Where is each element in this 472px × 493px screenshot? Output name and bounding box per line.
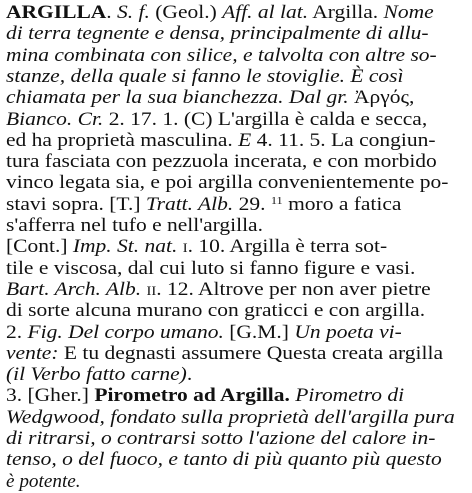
entry-line: [6, 364, 192, 386]
entry-text-run: di sorte alcuna murano con graticci e con argilla.: [6, 300, 426, 322]
entry-text-run: stanze, della quale si fanno le stoviglie. È così: [6, 65, 404, 87]
entry-text-run: 29.: [233, 193, 271, 215]
entry-text-run: Aff. al lat.: [222, 2, 309, 23]
entry-line: [6, 449, 442, 471]
entry-text-run: Bart. Arch. Alb.: [6, 278, 142, 300]
entry-line: [6, 194, 401, 216]
entry-text-run: Tratt. Alb.: [145, 193, 234, 215]
entry-text-run: . 10. Argilla è terra sot-: [187, 236, 388, 258]
entry-text-run: 3. [Gher.]: [6, 385, 95, 407]
entry-line: [6, 407, 455, 429]
entry-text-run: .: [106, 2, 112, 23]
entry-text-run: tura fasciata con pezzuola incerata, e con morbido: [6, 151, 437, 173]
entry-text-run: Bianco. Cr.: [6, 108, 104, 130]
entry-text-run: Imp. St. nat.: [72, 236, 178, 258]
entry-line: [6, 258, 415, 280]
entry-text-run: moro a fatica: [282, 193, 402, 215]
entry-line: [6, 130, 435, 152]
entry-text-run: 2.: [6, 321, 28, 343]
entry-line: [6, 23, 429, 45]
entry-text-run: [G.M.]: [223, 321, 295, 343]
entry-line: [6, 322, 402, 344]
entry-text-run: 2. 17. 1. (C) L'argilla è calda e secca,: [103, 108, 428, 130]
entry-text-run: chiamata per la sua bianchezza. Dal gr.: [6, 87, 349, 109]
entry-text-run: ii: [146, 278, 157, 300]
entry-line: [6, 172, 448, 194]
entry-text-run: Wedgwood, fondato sulla proprietà dell'argilla pura: [6, 406, 455, 428]
entry-text-run: (il Verbo fatto carne): [6, 364, 187, 386]
entry-line: [6, 385, 404, 407]
entry-line: [6, 471, 81, 493]
entry-text-run: . 12. Altrove per non aver pietre: [156, 278, 431, 300]
entry-text-run: vinco legata sia, e poi argilla convenientemente po-: [6, 172, 449, 194]
entry-text-run: s'afferra nel tufo e nell'argilla.: [6, 215, 263, 236]
entry-text-run: E tu degnasti assumere Questa creata argilla: [58, 342, 443, 364]
entry-text-run: tile e viscosa, dal cui luto si fanno figure e vasi.: [6, 257, 416, 279]
entry-text-run: vente:: [6, 342, 59, 364]
entry-text-run: tenso, o del fuoco, e tanto di più quanto più questo: [6, 449, 442, 471]
entry-text-run: [Cont.]: [6, 236, 73, 258]
entry-line: [6, 236, 387, 258]
entry-line: [6, 109, 427, 131]
entry-line: [6, 279, 431, 301]
entry-text-run: .: [186, 364, 193, 386]
entry-line: [6, 300, 425, 322]
entry-line: [6, 343, 443, 365]
entry-text-run: stavi sopra. [T.]: [6, 193, 146, 215]
entry-text-run: Argilla.: [308, 2, 384, 23]
entry-text-run: (Geol.): [149, 2, 223, 23]
entry-line: [6, 428, 435, 450]
entry-text-run: E: [238, 129, 252, 151]
entry-line: [6, 66, 404, 88]
entry-text-run: di ritrarsi, o contrarsi sotto l'azione del calore in-: [6, 428, 436, 449]
entry-line: [6, 2, 434, 24]
entry-text-run: Pirometro ad Argilla.: [94, 385, 290, 407]
entry-line: [6, 87, 414, 109]
entry-line: [6, 45, 437, 67]
entry-text-run: Ἀργός,: [348, 87, 415, 109]
entry-text-run: Pirometro di: [295, 385, 405, 407]
entry-text-run: 4. 11. 5. La congiun-: [251, 129, 436, 151]
entry-text-run: mina combinata con silice, e talvolta con altre so-: [6, 44, 437, 66]
entry-text-run: Fig. Del corpo umano.: [27, 321, 224, 343]
entry-line: [6, 151, 437, 173]
entry-text-run: i: [182, 236, 188, 258]
entry-text-run: Un poeta vi-: [294, 321, 402, 343]
entry-text-run: S. f.: [111, 2, 150, 23]
entry-text-run: è potente.: [6, 470, 81, 492]
entry-text-run: 11: [270, 194, 283, 207]
entry-line: [6, 215, 263, 237]
entry-text-run: ed ha proprietà masculina.: [6, 129, 239, 151]
headword: ARGILLA: [6, 2, 107, 23]
entry-text-run: Nome: [383, 2, 434, 23]
entry-text-run: di terra tegnente e densa, principalmente di allu-: [6, 23, 429, 45]
